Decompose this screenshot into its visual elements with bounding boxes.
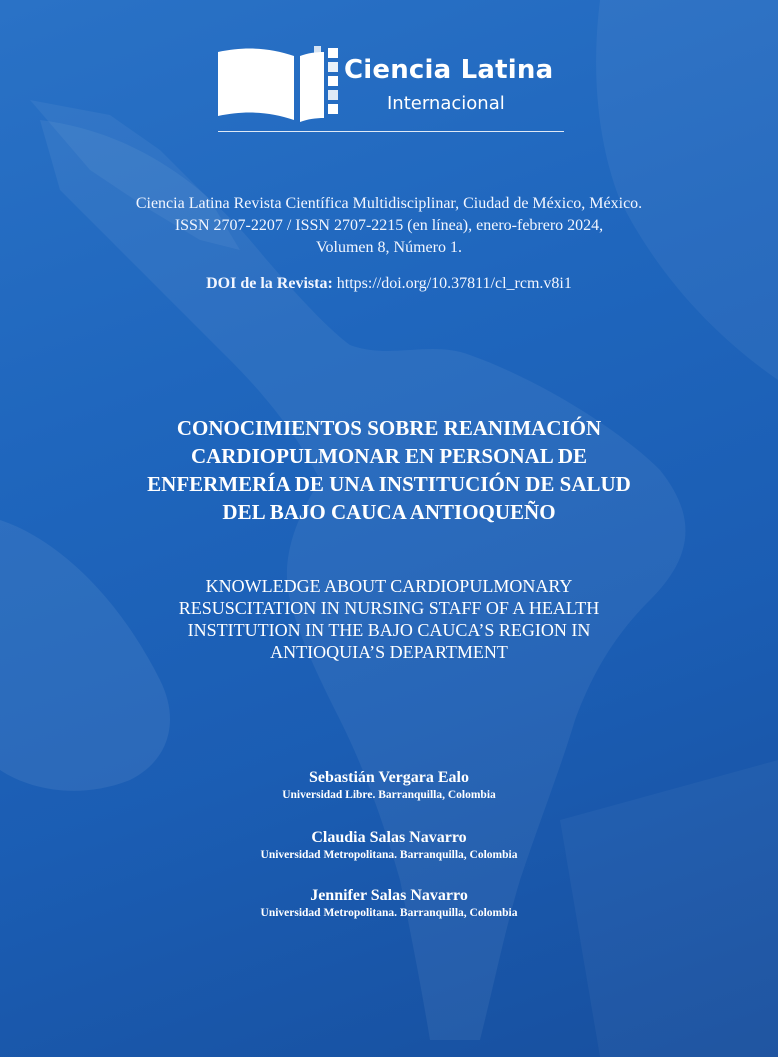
author-name: Sebastián Vergara Ealo — [308, 769, 469, 786]
title-en-line: INSTITUTION IN THE BAJO CAUCA’S REGION IN — [187, 620, 591, 640]
title-en-line: KNOWLEDGE ABOUT CARDIOPULMONARY — [205, 576, 573, 596]
author-affiliation: Universidad Metropolitana. Barranquilla, Colombia — [260, 907, 518, 919]
title-es-line: CARDIOPULMONAR EN PERSONAL DE — [190, 444, 588, 468]
brand-subtitle: Internacional — [387, 93, 505, 114]
article-title-english — [90, 575, 688, 663]
title-en-line: ANTIOQUIA’S DEPARTMENT — [270, 642, 508, 662]
journal-line-1: Ciencia Latina Revista Científica Multidisciplinar, Ciudad de México, México. — [135, 195, 643, 212]
author-name: Claudia Salas Navarro — [311, 829, 467, 846]
title-en-line: RESUSCITATION IN NURSING STAFF OF A HEALTH — [178, 598, 600, 618]
author-affiliation: Universidad Libre. Barranquilla, Colombia — [282, 789, 496, 801]
journal-doi — [60, 275, 718, 293]
title-es-line: ENFERMERÍA DE UNA INSTITUCIÓN DE SALUD — [147, 472, 631, 496]
journal-line-3: Volumen 8, Número 1. — [316, 239, 462, 256]
brand-divider — [218, 131, 564, 132]
author-block — [140, 768, 638, 803]
author-block — [140, 828, 638, 863]
title-es-line: DEL BAJO CAUCA ANTIOQUEÑO — [222, 500, 556, 524]
author-block — [140, 886, 638, 921]
author-name: Jennifer Salas Navarro — [310, 887, 468, 904]
doi-label: DOI de la Revista: — [206, 275, 333, 292]
brand-name: Ciencia Latina — [344, 55, 554, 85]
doi-link[interactable]: https://doi.org/10.37811/cl_rcm.v8i1 — [336, 275, 572, 292]
title-es-line: CONOCIMIENTOS SOBRE REANIMACIÓN — [176, 416, 602, 440]
author-affiliation: Universidad Metropolitana. Barranquilla, Colombia — [260, 849, 518, 861]
article-title-spanish — [90, 414, 688, 526]
journal-info — [60, 193, 718, 259]
journal-line-2: ISSN 2707-2207 / ISSN 2707-2215 (en línea), enero-febrero 2024, — [174, 217, 604, 234]
